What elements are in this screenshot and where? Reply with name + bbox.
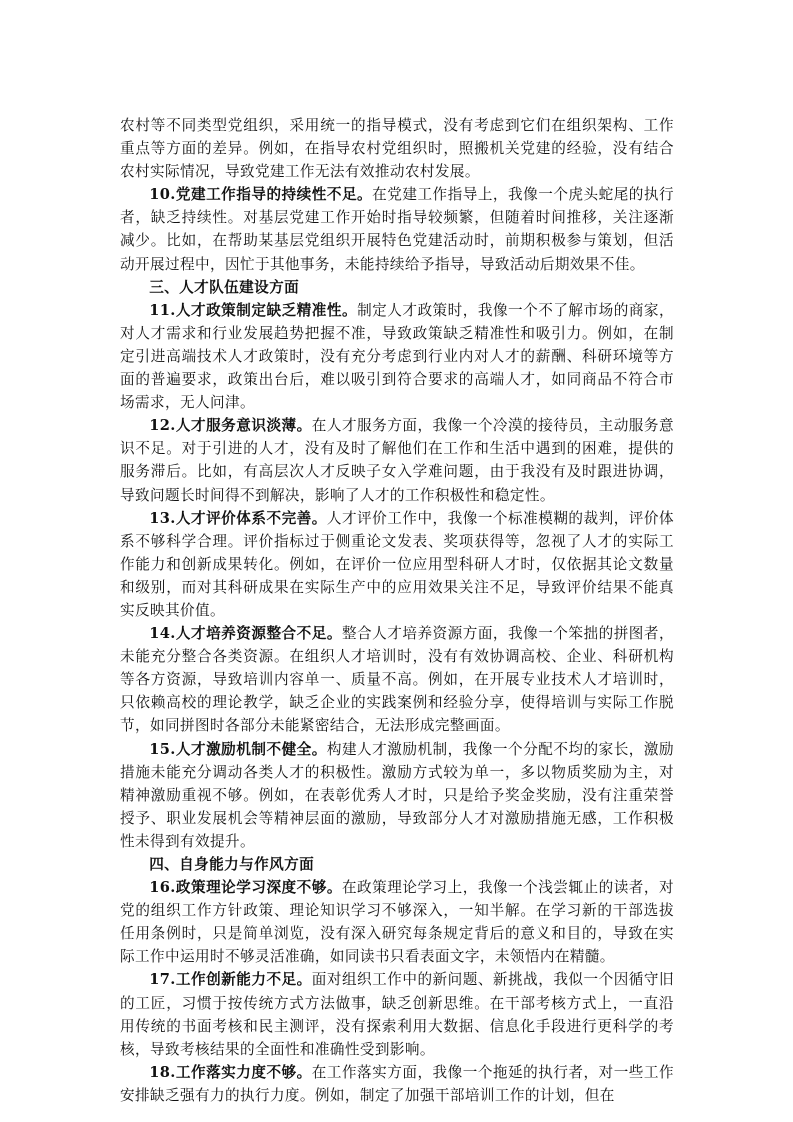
item-title: 18.工作落实力度不够。 (149, 1063, 312, 1081)
document-page (120, 114, 674, 1107)
body-paragraph (120, 414, 674, 506)
body-paragraph (120, 114, 674, 183)
paragraph-text: 制定人才政策时，我像一个不了解市场的商家，对人才需求和行业发展趋势把握不准，导致政策缺乏精准性和吸引力。例如，在制定引进高端技术人才政策时，没有充分考虑到行业内对人才的薪酬、科研环境等方面的普遍要求，政策出台后，难以吸引到符合要求的高端人才，如同商品不符合市场需求，无人问津。 (120, 301, 675, 412)
body-paragraph (120, 507, 674, 622)
paragraph-text: 人才评价工作中，我像一个标准模糊的裁判，评价体系不够科学合理。评价指标过于侧重论文发表、奖项获得等，忽视了人才的实际工作能力和创新成果转化。例如，在评价一位应用型科研人才时，仅依据其论文数量和级别，而对其科研成果在实际生产中的应用效果关注不足，导致评价结果不能真实反映其价值。 (120, 509, 674, 619)
body-paragraph (120, 968, 674, 1060)
section-heading-text: 四、自身能力与作风方面 (149, 856, 315, 873)
item-title: 12.人才服务意识淡薄。 (149, 417, 312, 435)
body-paragraph (120, 876, 674, 968)
item-title: 17.工作创新能力不足。 (149, 971, 312, 989)
paragraph-text: 在政策理论学习上，我像一个浅尝辄止的读者，对党的组织工作方针政策、理论知识学习不够深入，一知半解。在学习新的干部选拔任用条例时，只是简单浏览，没有深入研究每条规定背后的意义和目的，导致在实际工作中运用时不够灵活准确，如同读书只看表面文字，未领悟内在精髓。 (120, 879, 674, 966)
body-paragraph (120, 1061, 674, 1107)
item-title: 15.人才激励机制不健全。 (149, 740, 327, 758)
body-paragraph (120, 183, 674, 275)
section-heading (120, 276, 674, 299)
paragraph-text: 在党建工作指导上，我像一个虎头蛇尾的执行者，缺乏持续性。对基层党建工作开始时指导较频繁，但随着时间推移，关注逐渐减少。比如，在帮助某基层党组织开展特色党建活动时，前期积极参与策划，但活动开展过程中，因忙于其他事务，未能持续给予指导，导致活动后期效果不佳。 (120, 186, 674, 273)
body-paragraph (120, 738, 674, 853)
section-heading-text: 三、人才队伍建设方面 (149, 278, 300, 296)
body-paragraph (120, 299, 674, 414)
paragraph-text: 构建人才激励机制，我像一个分配不均的家长，激励措施未能充分调动各类人才的积极性。激励方式较为单一，多以物质奖励为主，对精神激励重视不够。例如，在表彰优秀人才时，只是给予奖金奖励，没有注重荣誉授予、职业发展机会等精神层面的激励，导致部分人才对激励措施无感，工作积极性未得到有效提升。 (120, 740, 674, 850)
paragraph-text: 整合人才培养资源方面，我像一个笨拙的拼图者，未能充分整合各类资源。在组织人才培训时，没有有效协调高校、企业、科研机构等各方资源，导致培训内容单一、质量不高。例如，在开展专业技术人才培训时，只依赖高校的理论教学，缺乏企业的实践案例和经验分享，使得培训与实际工作脱节，如同拼图时各部分未能紧密结合，无法形成完整画面。 (120, 625, 674, 735)
section-heading (120, 853, 674, 876)
item-title: 11.人才政策制定缺乏精准性。 (149, 301, 358, 319)
item-title: 16.政策理论学习深度不够。 (149, 879, 342, 897)
item-title: 13.人才评价体系不完善。 (149, 509, 327, 527)
paragraph-text: 面对组织工作中的新问题、新挑战，我似一个因循守旧的工匠，习惯于按传统方式方法做事，缺乏创新思维。在干部考核方式上，一直沿用传统的书面考核和民主测评，没有探索利用大数据、信息化手段进行更科学的考核，导致考核结果的全面性和准确性受到影响。 (120, 971, 674, 1058)
item-title: 10.党建工作指导的持续性不足。 (149, 186, 373, 204)
paragraph-text: 在工作落实方面，我像一个拖延的执行者，对一些工作安排缺乏强有力的执行力度。例如，制定了加强干部培训工作的计划，但在 (120, 1063, 674, 1104)
paragraph-text: 农村等不同类型党组织，采用统一的指导模式，没有考虑到它们在组织架构、工作重点等方面的差异。例如，在指导农村党组织时，照搬机关党建的经验，没有结合农村实际情况，导致党建工作无法有效推动农村发展。 (120, 117, 674, 181)
item-title: 14.人才培养资源整合不足。 (149, 625, 342, 643)
body-paragraph (120, 622, 674, 737)
paragraph-text: 在人才服务方面，我像一个冷漠的接待员，主动服务意识不足。对于引进的人才，没有及时了解他们在工作和生活中遇到的困难，提供的服务滞后。比如，有高层次人才反映子女入学难问题，由于我没有及时跟进协调，导致问题长时间得不到解决，影响了人才的工作积极性和稳定性。 (120, 417, 674, 504)
